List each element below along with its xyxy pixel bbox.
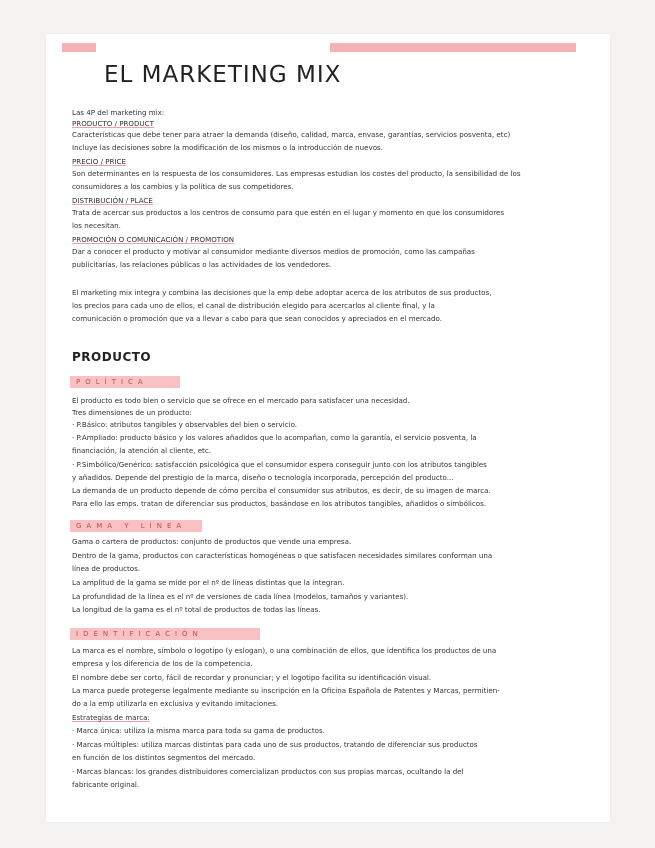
text-line: Trata de acercar sus productos a los centros de consumo para que estén en el lugar y momento en que los consumidores bbox=[72, 208, 505, 217]
text-line: El producto es todo bien o servicio que se ofrece en el mercado para satisfacer una necesidad. bbox=[72, 396, 410, 405]
text-line: comunicación o promoción que va a llevar a cabo para que sean conocidos y apreciados en el mercado. bbox=[72, 314, 443, 323]
text-line: PROMOCIÓN O COMUNICACIÓN / PROMOTION bbox=[72, 235, 235, 244]
text-line: · Marca única: utiliza la misma marca para toda su gama de productos. bbox=[72, 726, 325, 735]
text-line: los necesitan. bbox=[72, 221, 121, 230]
text-line: · P.Simbólico/Genérico: satisfacción psicológica que el consumidor espera conseguir junto con los atributos tangibles bbox=[72, 460, 487, 469]
page-title: EL MARKETING MIX bbox=[104, 62, 342, 88]
text-line: La marca puede protegerse legalmente mediante su inscripción en la Oficina Española de Patentes y Marcas, permitien- bbox=[72, 686, 500, 695]
text-line: · P.Ampliado: producto básico y los valores añadidos que lo acompañan, como la garantía, el servicio posventa, la bbox=[72, 433, 477, 442]
text-line: La longitud de la gama es el nº total de productos de todas las líneas. bbox=[72, 605, 321, 614]
text-line: do a la emp utilizarla en exclusiva y evitando imitaciones. bbox=[72, 699, 279, 708]
text-line: La profundidad de la línea es el nº de versiones de cada línea (modelos, tamaños y variantes). bbox=[72, 592, 409, 601]
text-line: La amplitud de la gama se mide por el nº de líneas distintas que la integran. bbox=[72, 578, 345, 587]
text-line: empresa y los diferencia de los de la competencia. bbox=[72, 659, 253, 668]
text-line: los precios para cada uno de ellos, el canal de distribución elegido para acercarlos al cliente final, y la bbox=[72, 301, 435, 310]
text-line: · Marcas blancas: los grandes distribuidores comercializan productos con sus propias marcas, ocultando la del bbox=[72, 767, 464, 776]
text-line: PRODUCTO / PRODUCT bbox=[72, 119, 154, 128]
subsection-banner: IDENTIFICACIÓN bbox=[70, 628, 260, 640]
text-line: Estrategias de marca: bbox=[72, 713, 150, 722]
text-line: financiación, la atención al cliente, etc. bbox=[72, 446, 211, 455]
text-line: Son determinantes en la respuesta de los consumidores. Las empresas estudian los costes del producto, la sensibilidad de los bbox=[72, 169, 521, 178]
text-line: La marca es el nombre, símbolo o logotipo (y eslogan), o una combinación de ellos, que identifica los productos de una bbox=[72, 646, 497, 655]
text-line: El marketing mix integra y combina las decisiones que la emp debe adoptar acerca de los atributos de sus productos, bbox=[72, 288, 492, 297]
text-line: Las 4P del marketing mix: bbox=[72, 108, 165, 117]
text-line: La demanda de un producto depende de cómo perciba el consumidor sus atributos, es decir, de su imagen de marca. bbox=[72, 486, 491, 495]
text-line: fabricante original. bbox=[72, 780, 140, 789]
text-line: Tres dimensiones de un producto: bbox=[72, 408, 192, 417]
section-heading: PRODUCTO bbox=[72, 350, 152, 364]
title-highlight-left bbox=[62, 43, 96, 52]
text-line: Dentro de la gama, productos con características homogéneas o que satisfacen necesidades similares conforman una bbox=[72, 551, 493, 560]
text-line: El nombre debe ser corto, fácil de recordar y pronunciar; y el logotipo facilita su identificación visual. bbox=[72, 673, 432, 682]
text-line: línea de productos. bbox=[72, 564, 141, 573]
text-line: Dar a conocer el producto y motivar al consumidor mediante diversos medios de promoción, como las campañas bbox=[72, 247, 475, 256]
text-line: consumidores a los cambios y la política de sus competidores. bbox=[72, 182, 294, 191]
text-line: PRECIO / PRICE bbox=[72, 157, 126, 166]
text-line: Incluye las decisiones sobre la modificación de los mismos o la introducción de nuevos. bbox=[72, 143, 383, 152]
text-line: Gama o cartera de productos: conjunto de productos que vende una empresa. bbox=[72, 537, 352, 546]
text-line: DISTRIBUCIÓN / PLACE bbox=[72, 196, 153, 205]
text-line: en función de los distintos segmentos del mercado. bbox=[72, 753, 256, 762]
text-line: Características que debe tener para atraer la demanda (diseño, calidad, marca, envase, garantías, servicios posventa, etc) bbox=[72, 130, 511, 139]
title-highlight-right bbox=[330, 43, 576, 52]
text-line: · P.Básico: atributos tangibles y observables del bien o servicio. bbox=[72, 420, 298, 429]
text-line: · Marcas múltiples: utiliza marcas distintas para cada uno de sus productos, tratando de diferenciar sus productos bbox=[72, 740, 478, 749]
text-line: y añadidos. Depende del prestigio de la marca, diseño o tecnología incorporada, percepción del producto... bbox=[72, 473, 454, 482]
subsection-banner: POLÍTICA bbox=[70, 376, 180, 388]
subsection-banner: GAMA Y LÍNEA bbox=[70, 520, 202, 532]
text-line: Para ello las emps. tratan de diferenciar sus productos, basándose en los atributos tangibles, añadidos o simbólicos. bbox=[72, 499, 487, 508]
text-line: publicitarias, las relaciones públicas o las actividades de los vendedores. bbox=[72, 260, 332, 269]
